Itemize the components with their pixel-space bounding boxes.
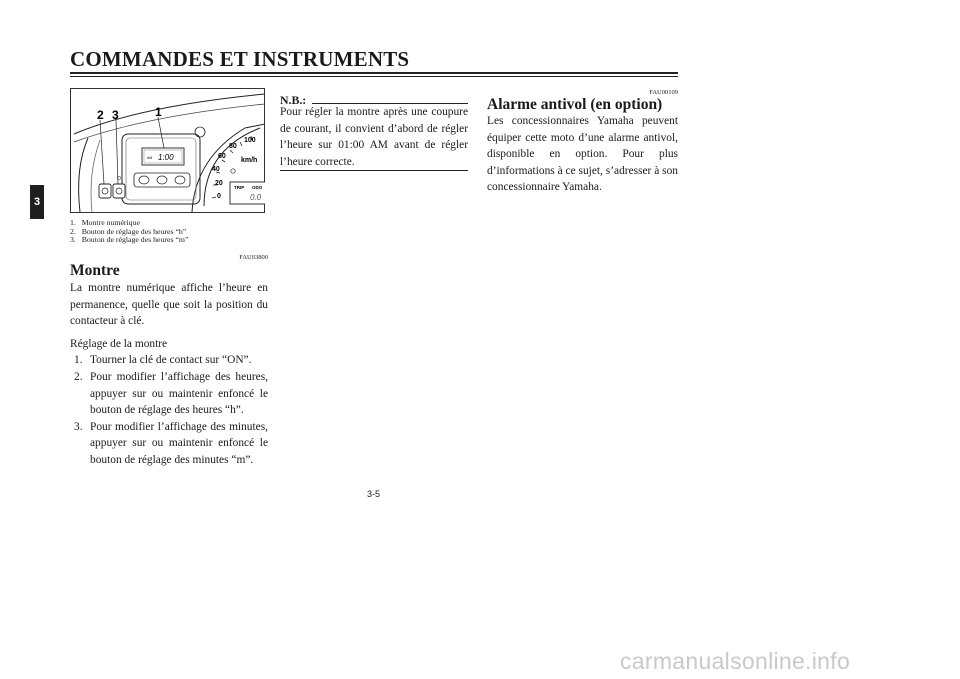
step-text: Pour modifier l’affichage des minutes, appuyer sur ou maintenir enfoncé le bouton de réglage des minutes “m”. — [90, 420, 268, 466]
alarm-text: Les concessionnaires Yamaha peuvent équiper cette moto d’une alarme antivol, disponible en option. Pour plus d’informations à ce sujet, s’adresser à son concessionnaire Yamaha. — [487, 115, 678, 194]
instrument-cluster-illustration — [70, 88, 265, 213]
odo-label: ODO — [252, 185, 263, 190]
montre-intro: La montre numérique affiche l’heure en permanence, quelle que soit la position du contacteur à clé. — [70, 282, 268, 328]
montre-step — [70, 369, 268, 419]
trip-label: TRIP — [234, 185, 245, 190]
step-text: Pour modifier l’affichage des heures, appuyer sur ou maintenir enfoncé le bouton de réglage des heures “h”. — [90, 370, 268, 417]
note-bottom-rule — [280, 170, 468, 171]
caption-3: 3. Bouton de réglage des heures “m” — [70, 235, 189, 245]
step-number: 2. — [74, 370, 83, 383]
figure-captions — [70, 219, 270, 245]
montre-title: Montre — [70, 262, 120, 279]
speed-tick-100: 100 — [244, 137, 256, 144]
hour-button-illustration — [99, 184, 111, 198]
speed-tick-80: 80 — [229, 143, 237, 150]
callout-2: 2 — [97, 108, 104, 122]
callout-3: 3 — [112, 108, 119, 122]
callout-1: 1 — [155, 105, 162, 119]
caption-2: 2. Bouton de réglage des heures “h” — [70, 226, 187, 236]
note-label: N.B.: — [280, 93, 307, 107]
header-rule-thick — [70, 72, 678, 74]
header-rule-thin — [70, 76, 678, 77]
page-header-title: COMMANDES ET INSTRUMENTS — [70, 47, 410, 71]
alarm-ref-code: FAU00109 — [649, 89, 678, 96]
odo-value: 0.0 — [250, 193, 262, 202]
montre-body — [70, 280, 268, 469]
chapter-tab — [30, 185, 44, 219]
step-number: 3. — [74, 420, 83, 433]
note-text: Pour régler la montre après une coupure de courant, il convient d’abord de régler l’heure sur 01:00 AM avant de régler l’heure correcte. — [280, 106, 468, 168]
montre-step — [70, 419, 268, 469]
step-text: Tourner la clé de contact sur “ON”. — [90, 354, 252, 367]
speed-tick-40: 40 — [212, 166, 220, 173]
speed-unit: km/h — [241, 157, 258, 164]
clock-indicator: AM — [147, 156, 153, 160]
watermark-text: carmanualsonline.info — [620, 648, 851, 674]
speed-tick-60: 60 — [218, 153, 226, 160]
chapter-tab-label: 3 — [33, 196, 41, 208]
step-number: 1. — [74, 354, 83, 367]
page-number: 3-5 — [367, 489, 381, 499]
clock-display-value: 1:00 — [158, 153, 174, 162]
alarm-title: Alarme antivol (en option) — [487, 96, 663, 113]
caption-1: 1. Montre numérique — [70, 218, 140, 227]
minute-button-illustration — [113, 184, 125, 198]
montre-ref-code: FAU03800 — [239, 254, 268, 261]
speed-tick-0: 0 — [217, 193, 221, 200]
montre-subheading: Réglage de la montre — [70, 337, 168, 350]
speed-tick-20: 20 — [215, 180, 223, 187]
montre-step — [70, 352, 268, 369]
